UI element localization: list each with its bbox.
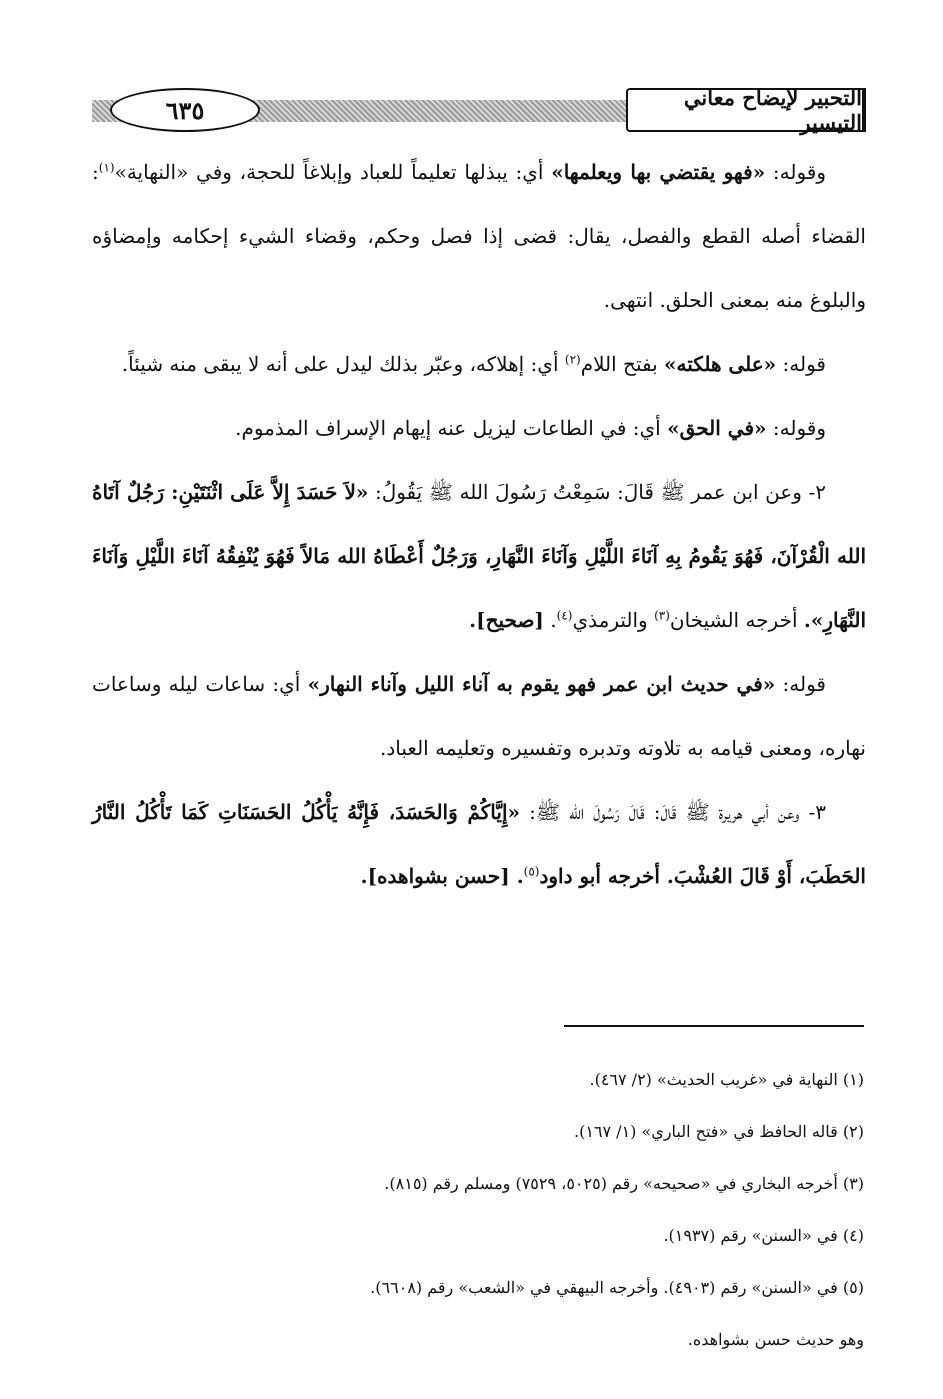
hadith-text: «إِيَّاكُمْ وَالحَسَدَ، فَإِنَّهُ يَأْكُلُ الحَسَنَاتِ كَمَا تَأْكُلُ النَّارُ الحَطَبَ، أَوْ قَالَ العُشْبَ. أخرجه أبو داود — [92, 800, 866, 888]
quoted-phrase: «في حديث ابن عمر فهو يقوم به آناء الليل وآناء النهار» — [307, 672, 776, 696]
text-span: بفتح اللام — [580, 352, 665, 376]
paragraph-5 — [92, 652, 866, 780]
paragraph-3 — [92, 396, 866, 460]
text-span: وقوله: — [766, 416, 826, 440]
footnote-2: (٢) قاله الحافظ في «فتح الباري» (١/ ١٦٧). — [573, 1122, 864, 1141]
text-span: أي: يبذلها تعليماً للعباد وإبلاغاً للحجة، وفي «النهاية» — [114, 160, 552, 184]
footnote-ref[interactable]: (٤) — [556, 608, 573, 623]
hadith-grade: [صحيح]. — [469, 608, 544, 632]
text-span: أي: في الطاعات ليزيل عنه إيهام الإسراف المذموم. — [235, 416, 668, 440]
paragraph-2 — [92, 332, 866, 396]
footnote-3: (٣) أخرجه البخاري في «صحيحه» رقم (٥٠٢٥، ٧٥٢٩) ومسلم رقم (٨١٥). — [384, 1174, 864, 1193]
quoted-phrase: «فهو يقتضي بها ويعلمها» — [551, 160, 766, 184]
footnote-1: (١) النهاية في «غريب الحديث» (٢/ ٤٦٧). — [589, 1070, 864, 1089]
text-span: ٣- وعن أبي هريرة ﷺ قَالَ: قَالَ رَسُولَ الله ﷺ: — [520, 800, 826, 824]
footnote-5: (٥) في «السنن» رقم (٤٩٠٣). وأخرجه البيهقي في «الشعب» رقم (٦٦٠٨). — [370, 1278, 864, 1297]
footnote-5-continued: وهو حديث حسن بشواهده. — [687, 1330, 864, 1349]
text-span: أخرجه الشيخان — [669, 608, 804, 632]
text-span: أي: إهلاكه، وعبّر بذلك ليدل على أنه لا يبقى منه شيئاً. — [121, 352, 565, 376]
hadith-grade: . [حسن بشواهده]. — [360, 864, 524, 888]
text-span: وقوله: — [765, 160, 827, 184]
page-header — [92, 85, 866, 135]
text-span: أي: ساعات ليله وساعات نهاره، ومعنى قيامه به تلاوته وتدبره وتفسيره وتعليمه العباد. — [92, 672, 866, 760]
quoted-phrase: «في الحق» — [667, 416, 767, 440]
hadith-text: «لاَ حَسَدَ إِلاَّ عَلَى اثْنَتَيْنِ: رَجُلٌ آتَاهُ الله الْقُرْآنَ، فَهُوَ يَقُومُ بِهِ آنَاءَ اللَّيْلِ وَآنَاءَ النَّهَارِ، وَرَجُلٌ أَعْطَاهُ الله مَالاً فَهُوَ يُنْفِقُهُ آنَاءَ اللَّيْلِ وَآنَاءَ النَّهَارِ». — [92, 480, 866, 632]
footnotes — [92, 1054, 864, 1366]
footnote-ref[interactable]: (٢) — [564, 352, 581, 367]
paragraph-1 — [92, 140, 866, 332]
text-span: . — [543, 608, 557, 632]
page-number: ٦٣٥ — [110, 88, 260, 132]
text-span: قوله: — [776, 352, 826, 376]
quoted-phrase: «على هلكته» — [664, 352, 777, 376]
hadith-3 — [92, 780, 866, 908]
text-span: ٢- وعن ابن عمر ﷺ قَالَ: سَمِعْتُ رَسُولَ الله ﷺ يَقُولُ: — [368, 480, 827, 504]
footnote-ref[interactable]: (٣) — [654, 608, 670, 623]
text-span: قوله: — [775, 672, 826, 696]
footnote-ref[interactable]: (٥) — [523, 864, 540, 879]
hadith-2 — [92, 460, 866, 652]
footnote-4: (٤) في «السنن» رقم (١٩٣٧). — [663, 1226, 864, 1245]
footnote-ref[interactable]: (١) — [98, 160, 115, 175]
text-span: والترمذي — [572, 608, 655, 632]
text-span: : القضاء أصله القطع والفصل، يقال: قضى إذا فصل وحكم، وقضاء الشيء إحكامه وإمضاؤه والبلوغ منه بمعنى الحلق. انتهى. — [92, 160, 866, 312]
book-title: التحبير لإيضاح معاني التيسير — [626, 88, 866, 132]
main-text — [92, 140, 866, 908]
footnote-divider — [564, 1025, 864, 1027]
